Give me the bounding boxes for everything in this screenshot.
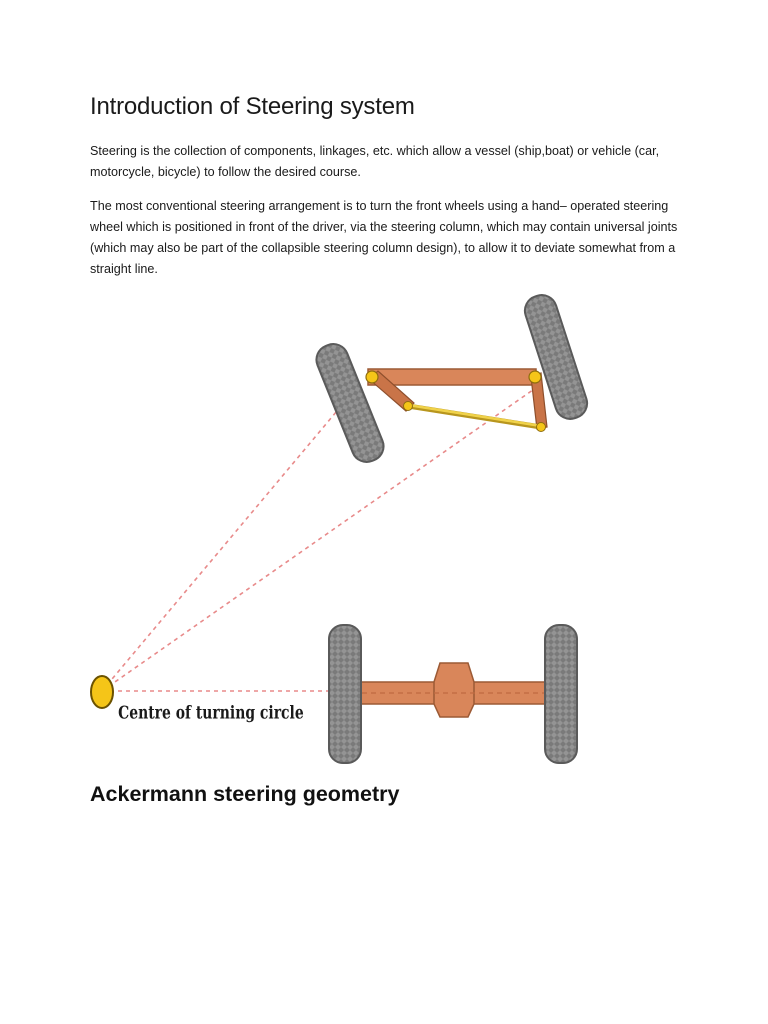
section-heading-ackermann: Ackermann steering geometry — [90, 782, 400, 806]
steering-geometry-figure — [80, 285, 610, 775]
steering-diagram — [80, 285, 610, 775]
front-left-wheel — [312, 340, 388, 467]
left-kingpin — [366, 371, 378, 383]
right-tie-rod-joint — [537, 423, 546, 432]
guide-line-outer-wheel — [102, 385, 540, 691]
front-axle-assembly — [312, 291, 591, 466]
rear-axle-assembly — [329, 625, 577, 763]
right-kingpin — [529, 371, 541, 383]
rear-differential — [434, 663, 474, 717]
figure-caption: Centre of turning circle — [118, 702, 304, 723]
paragraph-steering-definition: Steering is the collection of components, linkages, etc. which allow a vessel (ship,boat) or vehicle (car, motorcycle, bicycle) to follow the desired course. — [90, 144, 660, 179]
turning-guide-lines — [102, 385, 548, 691]
rear-right-wheel — [545, 625, 577, 763]
front-axle-beam — [368, 369, 536, 385]
page-title: Introduction of Steering system — [90, 93, 415, 120]
rear-left-wheel — [329, 625, 361, 763]
left-tie-rod-joint — [404, 402, 413, 411]
front-right-wheel — [521, 291, 591, 423]
turning-centre-point — [91, 676, 113, 708]
paragraph-steering-arrangement: The most conventional steering arrangement is to turn the front wheels using a hand– operated steering wheel which is positioned in front of the driver, via the steering column, which may contain universal joints (which may also be part of the collapsible steering column design), to allow it to deviate somewhat from a straight line. — [90, 199, 678, 276]
